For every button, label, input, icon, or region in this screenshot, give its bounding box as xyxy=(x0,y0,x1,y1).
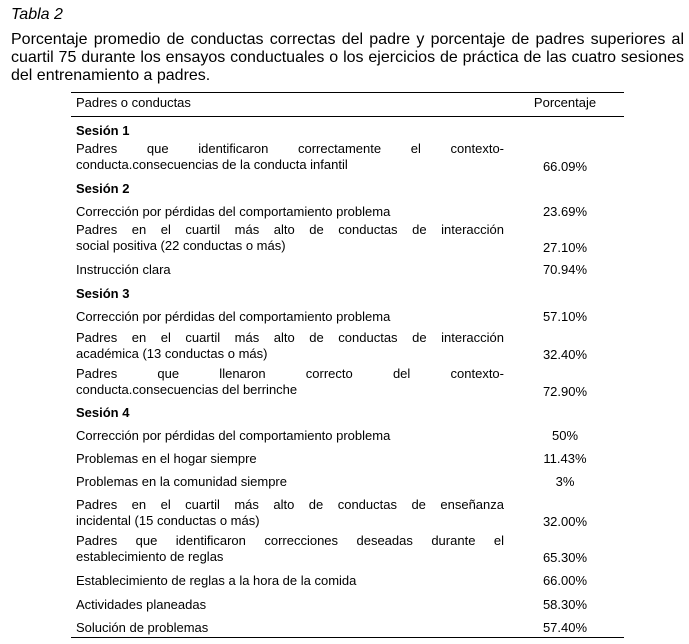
row-value: 72.90% xyxy=(542,384,588,399)
top-rule xyxy=(71,92,624,93)
header-col-porcentaje: Porcentaje xyxy=(533,95,597,110)
row-line: conducta.consecuencias de la conducta infantil xyxy=(76,157,348,172)
row-value: 58.30% xyxy=(542,597,588,612)
row-value: 23.69% xyxy=(542,204,588,219)
session-1-heading: Sesión 1 xyxy=(76,123,130,138)
row-value: 50% xyxy=(551,428,579,443)
table-row: Problemas en el hogar siempre xyxy=(76,451,257,466)
table-row xyxy=(76,533,504,565)
header-rule xyxy=(71,116,624,117)
table-row: Corrección por pérdidas del comportamiento problema xyxy=(76,309,391,324)
row-value: 3% xyxy=(555,474,575,489)
table-row: Solución de problemas xyxy=(76,620,209,635)
session-2-heading: Sesión 2 xyxy=(76,181,130,196)
row-line: Padres en el cuartil más alto de conductas de interacción xyxy=(76,222,504,237)
row-line: Padres que llenaron correcto del contexto- xyxy=(76,366,504,381)
table-row: Corrección por pérdidas del comportamiento problema xyxy=(76,428,391,443)
row-line: establecimiento de reglas xyxy=(76,549,224,564)
row-line: Padres que identificaron correcciones deseadas durante el xyxy=(76,533,504,548)
table-row xyxy=(76,366,504,398)
row-line: académica (13 conductas o más) xyxy=(76,346,268,361)
row-value: 66.09% xyxy=(542,159,588,174)
row-line: incidental (15 conductas o más) xyxy=(76,513,260,528)
row-value: 27.10% xyxy=(542,240,588,255)
table-row: Problemas en la comunidad siempre xyxy=(76,474,287,489)
row-value: 65.30% xyxy=(542,550,588,565)
table-row: Establecimiento de reglas a la hora de la comida xyxy=(76,573,357,588)
row-line: social positiva (22 conductas o más) xyxy=(76,238,286,253)
table-row xyxy=(76,330,504,362)
session-3-heading: Sesión 3 xyxy=(76,286,130,301)
bottom-rule xyxy=(71,637,624,638)
table-row: Actividades planeadas xyxy=(76,597,207,612)
header-col-conductas: Padres o conductas xyxy=(76,95,191,110)
row-value: 57.40% xyxy=(542,620,588,635)
table-title: Porcentaje promedio de conductas correctas del padre y porcentaje de padres superiores al cuartil 75 durante los ensayos conductuales o los ejercicios de práctica de las cuatro sesiones del entrenamiento a padres. xyxy=(11,31,684,84)
row-line: Padres que identificaron correctamente el contexto- xyxy=(76,141,504,156)
table-row xyxy=(76,497,504,529)
row-value: 70.94% xyxy=(542,262,588,277)
row-line: conducta.consecuencias del berrinche xyxy=(76,382,298,397)
table-row: Instrucción clara xyxy=(76,262,171,277)
row-value: 32.00% xyxy=(542,514,588,529)
row-line: Padres en el cuartil más alto de conductas de enseñanza xyxy=(76,497,504,512)
row-line: Padres en el cuartil más alto de conductas de interacción xyxy=(76,330,504,345)
table-row xyxy=(76,141,504,173)
row-value: 66.00% xyxy=(542,573,588,588)
row-value: 32.40% xyxy=(542,347,588,362)
row-value: 57.10% xyxy=(542,309,588,324)
table-row: Corrección por pérdidas del comportamiento problema xyxy=(76,204,391,219)
table-row xyxy=(76,222,504,254)
session-4-heading: Sesión 4 xyxy=(76,405,130,420)
table-label: Tabla 2 xyxy=(11,6,63,23)
row-value: 11.43% xyxy=(543,451,587,466)
